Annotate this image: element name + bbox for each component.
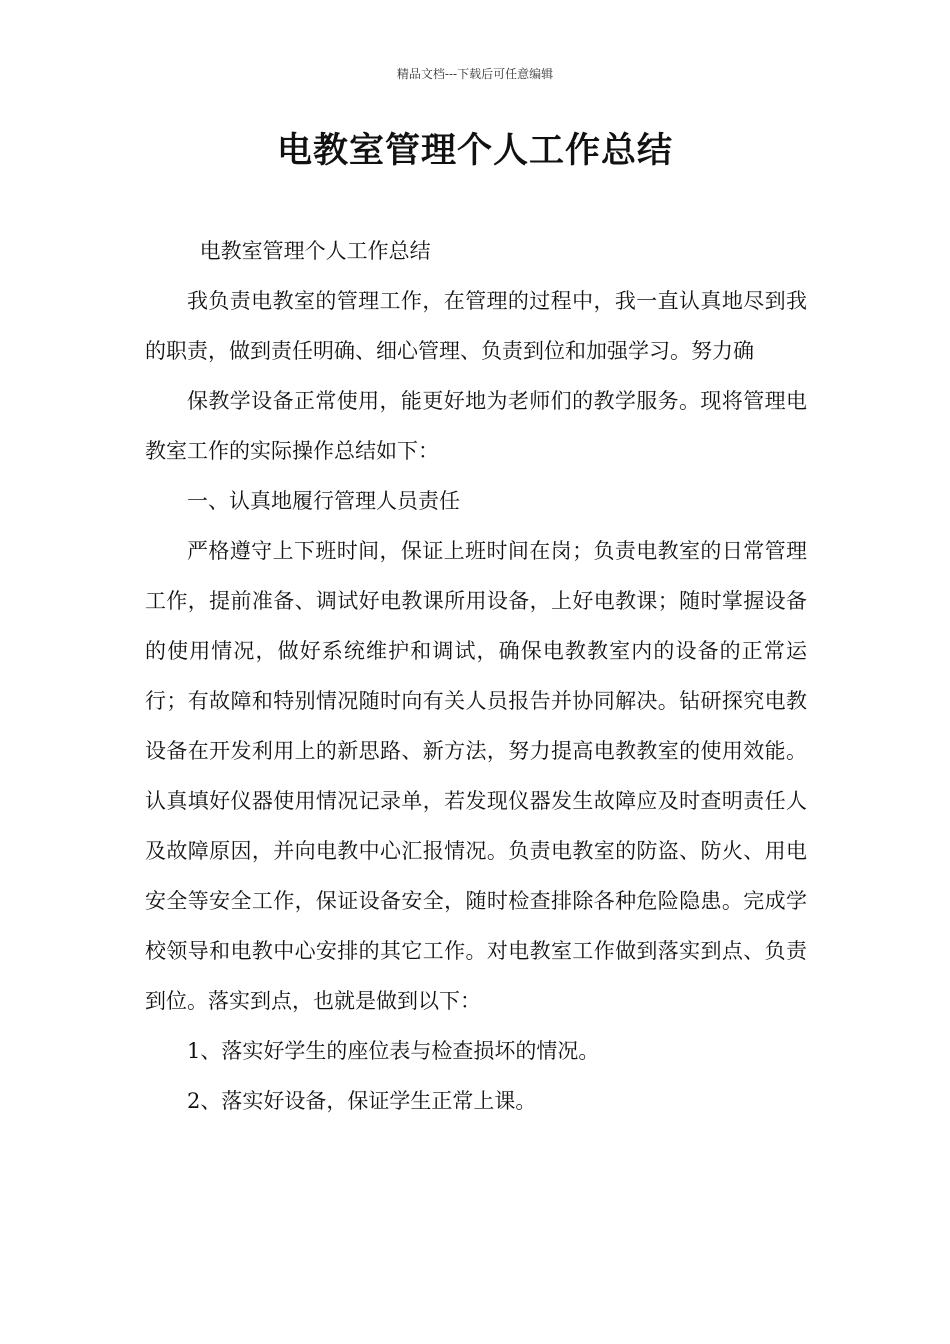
paragraph-section-1: 严格遵守上下班时间，保证上班时间在岗；负责电教室的日常管理工作，提前准备、调试好电教课所用设备，上好电教课；随时掌握设备的使用情况，做好系统维护和调试，确保电教教室内的设备的正常运行；有故障和特别情况随时向有关人员报告并协同解决。钻研探究电教设备在开发利用上的新思路、新方法，努力提高电教教室的使用效能。认真填好仪器使用情况记录单，若发现仪器发生故障应及时查明责任人及故障原因，并向电教中心汇报情况。负责电教室的防盗、防火、用电安全等安全工作，保证设备安全，随时检查排除各种危险隐患。完成学校领导和电教中心安排的其它工作。对电教室工作做到落实到点、负责到位。落实到点，也就是做到以下：	[145, 539, 807, 1013]
document-subtitle: 电教室管理个人工作总结	[199, 239, 431, 263]
paragraph-intro-continued: 保教学设备正常使用，能更好地为老师们的教学服务。现将管理电教室工作的实际操作总结如下：	[145, 389, 807, 463]
section-heading-1: 一、认真地履行管理人员责任	[187, 489, 460, 513]
list-item-2: 2、落实好设备，保证学生正常上课。	[187, 1089, 537, 1113]
document-body	[145, 226, 807, 1126]
paragraph-intro: 我负责电教室的管理工作，在管理的过程中，我一直认真地尽到我的职责，做到责任明确、细心管理、负责到位和加强学习。努力确	[145, 289, 807, 363]
document-title: 电教室管理个人工作总结	[276, 130, 673, 171]
header-note: 精品文档---下载后可任意编辑	[396, 67, 554, 81]
list-item-1: 1、落实好学生的座位表与检查损坏的情况。	[187, 1039, 600, 1063]
